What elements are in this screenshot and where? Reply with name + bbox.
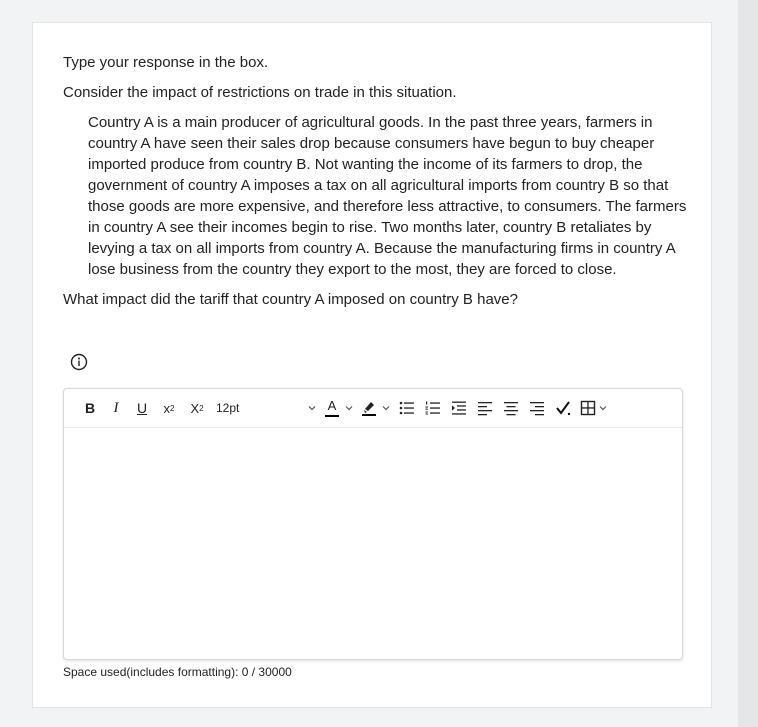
prompt-text: Consider the impact of restrictions on trade in this situation. (63, 84, 457, 101)
question-card (32, 22, 712, 708)
scenario-text: Country A is a main producer of agricultural goods. In the past three years, farmers in country A have seen their sales drop because consumers have begun to buy cheaper imported produce from country B. Not wanting the income of its farmers to drop, the government of country A imposes a tax on all agricultural imports from country B so that those goods are more expensive, and therefore less attractive, to consumers. The farmers in country A see their incomes begin to rise. Two months later, country B retaliates by levying a tax on all imports from country A. Because the manufacturing firms in country A lose business from the country they export to the most, they are forced to close. (88, 114, 687, 278)
response-editor (63, 388, 683, 660)
numbered-list-icon[interactable] (424, 399, 442, 417)
superscript-base: x (163, 400, 171, 416)
question-content (63, 53, 688, 310)
underline-button[interactable]: U (136, 400, 148, 416)
editor-toolbar (64, 389, 682, 428)
chevron-down-icon (308, 404, 316, 412)
bullet-list-icon[interactable] (398, 399, 416, 417)
subscript-base: X (190, 400, 200, 416)
font-size-value: 12pt (216, 401, 240, 415)
instruction-text: Type your response in the box. (63, 54, 269, 71)
insert-table-button[interactable] (580, 400, 607, 416)
superscript-button[interactable] (158, 397, 180, 419)
font-size-dropdown[interactable] (216, 397, 316, 419)
highlight-color-button[interactable] (361, 399, 390, 417)
info-icon[interactable] (70, 353, 88, 371)
align-center-icon[interactable] (502, 399, 520, 417)
spellcheck-icon[interactable] (554, 399, 572, 417)
chevron-down-icon (382, 404, 390, 412)
table-icon (580, 400, 596, 416)
italic-button[interactable]: I (113, 399, 119, 416)
font-color-button[interactable] (324, 398, 353, 418)
chevron-down-icon (345, 404, 353, 412)
question-text: What impact did the tariff that country A imposed on country B have? (63, 291, 518, 308)
indent-icon[interactable] (450, 399, 468, 417)
chevron-down-icon (599, 404, 607, 412)
subscript-button[interactable] (186, 397, 208, 419)
space-used-counter: Space used(includes formatting): 0 / 30000 (63, 665, 292, 679)
align-right-icon[interactable] (528, 399, 546, 417)
font-color-letter: A (327, 398, 337, 413)
highlighter-icon (361, 399, 377, 417)
bold-button[interactable]: B (84, 400, 96, 416)
scrollbar-track[interactable] (738, 0, 758, 727)
response-text-area[interactable] (64, 428, 682, 660)
subscript-mark: 2 (199, 403, 204, 413)
align-left-icon[interactable] (476, 399, 494, 417)
font-color-swatch (325, 415, 339, 417)
superscript-mark: 2 (170, 403, 175, 413)
